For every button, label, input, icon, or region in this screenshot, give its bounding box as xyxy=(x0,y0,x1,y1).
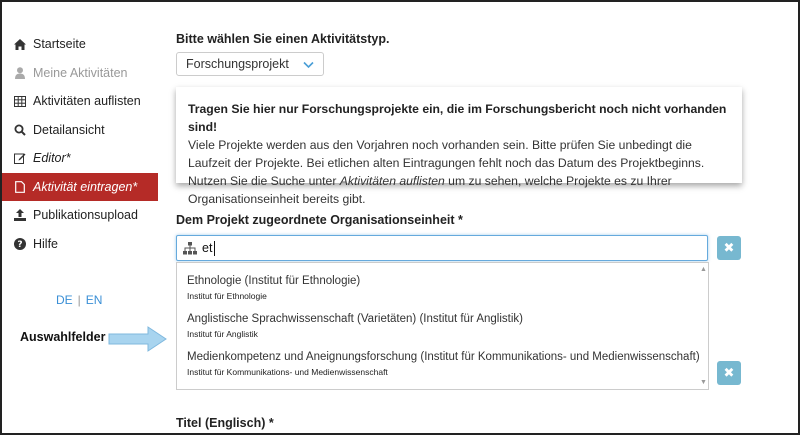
clear-button-second[interactable] xyxy=(717,361,741,385)
info-box xyxy=(176,87,742,206)
option-subtitle: Institut für Anglistik xyxy=(187,329,258,339)
sidebar-item-detailansicht[interactable] xyxy=(2,116,158,145)
activity-type-value: Forschungsprojekt xyxy=(186,57,289,71)
sidebar-item-label: Editor* xyxy=(33,151,71,166)
list-item[interactable] xyxy=(187,275,360,301)
activity-type-label: Bitte wählen Sie einen Aktivitätstyp. xyxy=(176,32,390,46)
sidebar-item-startseite[interactable] xyxy=(2,30,158,59)
sidebar-item-label: Detailansicht xyxy=(33,122,105,137)
sidebar-item-aktivitaeten-auflisten[interactable] xyxy=(2,87,158,116)
chevron-down-icon xyxy=(303,58,314,72)
lang-separator: | xyxy=(77,293,81,307)
sidebar-item-label: Meine Aktivitäten xyxy=(33,65,128,80)
org-unit-input[interactable] xyxy=(176,235,708,261)
scroll-up-icon[interactable]: ▲ xyxy=(700,266,707,273)
option-title: Medienkompetenz und Aneignungsforschung (Institut für Kommunikations- und Medienwissenschaft) xyxy=(187,351,700,363)
list-item[interactable] xyxy=(187,351,700,377)
org-unit-dropdown xyxy=(176,262,709,390)
arrow-right-icon xyxy=(108,325,168,353)
option-subtitle: Institut für Ethnologie xyxy=(187,291,267,301)
lang-en-link[interactable]: EN xyxy=(85,293,103,307)
table-icon xyxy=(13,95,26,108)
search-icon xyxy=(13,123,26,136)
sidebar-item-label: Aktivität eintragen* xyxy=(33,179,138,194)
sidebar-item-hilfe[interactable] xyxy=(2,230,158,259)
sidebar-item-aktivitaet-eintragen[interactable] xyxy=(2,173,158,202)
option-subtitle: Institut für Kommunikations- und Medienwissenschaft xyxy=(187,367,388,377)
home-icon xyxy=(13,38,26,51)
sidebar-item-label: Startseite xyxy=(33,37,86,52)
scroll-down-icon[interactable]: ▼ xyxy=(700,379,707,386)
list-item[interactable] xyxy=(187,313,523,339)
edit-icon xyxy=(13,152,26,165)
sidebar-item-label: Hilfe xyxy=(33,236,59,251)
scrollbar[interactable] xyxy=(698,263,708,389)
sitemap-icon xyxy=(183,242,197,260)
option-title: Anglistische Sprachwissenschaft (Varietäten) (Institut für Anglistik) xyxy=(187,313,523,325)
org-unit-label: Dem Projekt zugeordnete Organisationseinheit * xyxy=(176,213,463,227)
file-icon xyxy=(13,180,26,193)
sidebar-item-label: Aktivitäten auflisten xyxy=(33,94,141,109)
option-title: Ethnologie (Institut für Ethnologie) xyxy=(187,275,361,287)
sidebar-item-publikationsupload[interactable] xyxy=(2,201,158,230)
sidebar-item-meine-aktivitaeten[interactable] xyxy=(2,59,158,88)
text-caret xyxy=(214,241,215,256)
org-unit-input-value: et xyxy=(202,241,213,255)
user-icon xyxy=(13,66,26,79)
info-paragraph xyxy=(188,136,730,208)
info-text-part: um zu sehen, welche Projekte es zu Ihrer Organisationseinheit bereits gibt. xyxy=(188,174,672,206)
clear-button[interactable] xyxy=(717,236,741,260)
close-icon: ✖ xyxy=(723,240,735,255)
info-link: Aktivitäten auflisten xyxy=(339,174,445,188)
sidebar xyxy=(2,30,158,258)
language-switcher xyxy=(56,293,102,307)
svg-text:?: ? xyxy=(16,239,23,250)
sidebar-item-editor[interactable] xyxy=(2,144,158,173)
activity-type-select[interactable] xyxy=(176,52,324,76)
lang-de-link[interactable]: DE xyxy=(56,293,73,307)
annotation-callout: Auswahlfelder xyxy=(20,330,106,344)
title-english-label: Titel (Englisch) * xyxy=(176,416,274,430)
sidebar-item-label: Publikationsupload xyxy=(33,208,138,223)
help-icon xyxy=(13,237,26,250)
close-icon: ✖ xyxy=(723,365,735,380)
info-text-part: Viele Projekte werden aus den Vorjahren noch vorhanden sein. Bitte prüfen Sie unbedingt die Laufzeit der Projekte. Bei etlichen alten Eintragungen fehlt noch das Datum des Projektbeginns. Nutzen Sie die Suche unter xyxy=(188,138,705,188)
upload-icon xyxy=(13,209,26,222)
info-heading: Tragen Sie hier nur Forschungsprojekte ein, die im Forschungsbericht noch nicht vorhanden sind! xyxy=(188,102,727,134)
